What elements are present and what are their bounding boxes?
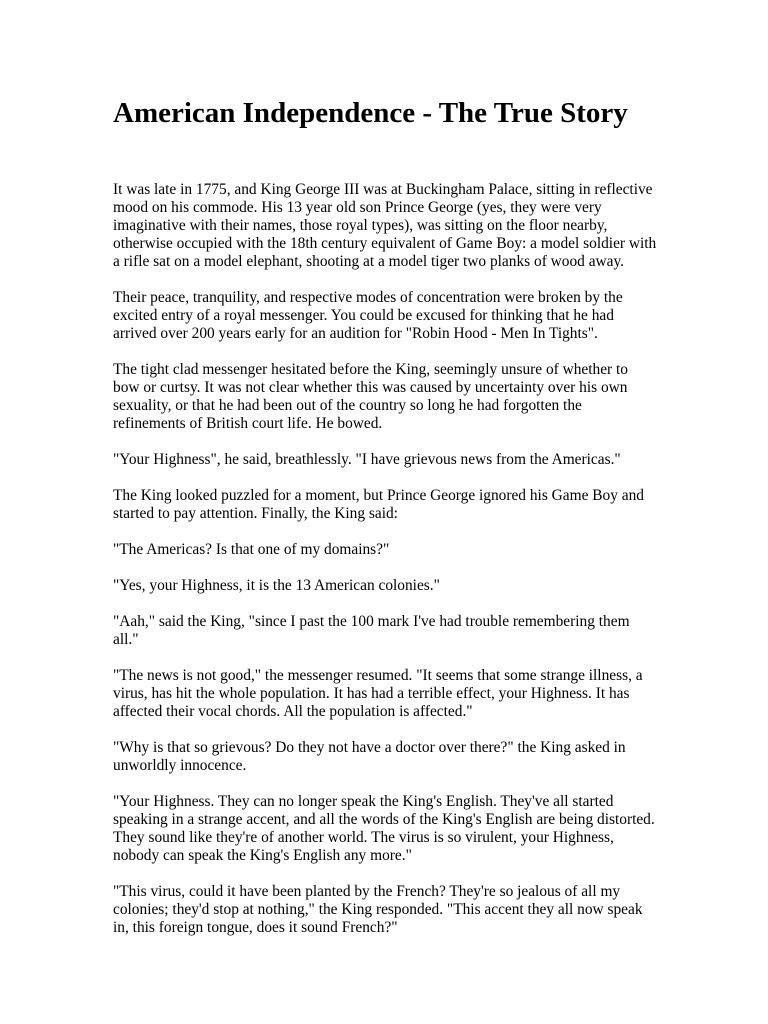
document-body	[113, 181, 658, 937]
document-page	[113, 96, 658, 955]
paragraph: "This virus, could it have been planted by the French? They're so jealous of all my colonies; they'd stop at nothing," the King responded. "This accent they all now speak in, this foreign tongue, does it sound French?"	[113, 883, 643, 936]
paragraph: "Yes, your Highness, it is the 13 American colonies."	[113, 577, 440, 594]
paragraph: "Why is that so grievous? Do they not have a doctor over there?" the King asked in unworldly innocence.	[113, 739, 626, 774]
document-title: American Independence - The True Story	[113, 97, 628, 129]
paragraph: "Your Highness", he said, breathlessly. "I have grievous news from the Americas."	[113, 451, 621, 468]
paragraph: "Aah," said the King, "since I past the 100 mark I've had trouble remembering them all."	[113, 613, 630, 648]
paragraph: The King looked puzzled for a moment, but Prince George ignored his Game Boy and started to pay attention. Finally, the King said:	[113, 487, 644, 522]
paragraph: "The news is not good," the messenger resumed. "It seems that some strange illness, a virus, has hit the whole population. It has had a terrible effect, your Highness. It has affected their vocal chords. All the population is affected."	[113, 667, 643, 720]
paragraph: The tight clad messenger hesitated before the King, seemingly unsure of whether to bow or curtsy. It was not clear whether this was caused by uncertainty over his own sexuality, or that he had been out of the country so long he had forgotten the refinements of British court life. He bowed.	[113, 361, 629, 432]
paragraph: "Your Highness. They can no longer speak the King's English. They've all started speaking in a strange accent, and all the words of the King's English are being distorted. They sound like they're of another world. The virus is so virulent, your Highness, nobody can speak the King's English any more."	[113, 793, 655, 864]
paragraph: It was late in 1775, and King George III was at Buckingham Palace, sitting in reflective mood on his commode. His 13 year old son Prince George (yes, they were very imaginative with their names, those royal types), was sitting on the floor nearby, otherwise occupied with the 18th century equivalent of Game Boy: a model soldier with a rifle sat on a model elephant, shooting at a model tiger two planks of wood away.	[113, 181, 657, 270]
paragraph: Their peace, tranquility, and respective modes of concentration were broken by the excited entry of a royal messenger. You could be excused for thinking that he had arrived over 200 years early for an audition for "Robin Hood - Men In Tights".	[113, 289, 623, 342]
paragraph: "The Americas? Is that one of my domains?"	[113, 541, 390, 558]
